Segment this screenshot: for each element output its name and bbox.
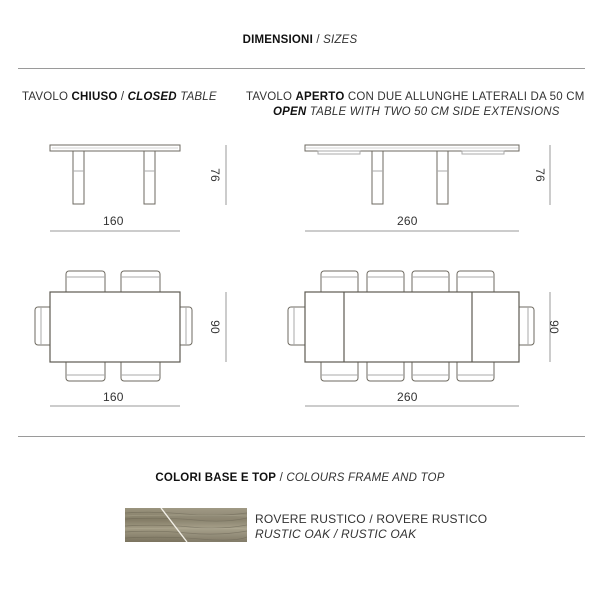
closed-caption-italic: TABLE [176,91,217,103]
colors-title-bold: COLORI BASE E TOP [155,472,277,484]
closed-length-label: 160 [103,214,124,228]
rustic-oak-swatch [125,508,247,542]
open-side-view [305,145,519,204]
open-width-label: 90 [546,320,561,334]
closed-height-label: 76 [207,168,222,182]
title-bold: DIMENSIONI [242,34,313,46]
open-caption-italic: TABLE WITH TWO 50 CM SIDE EXTENSIONS [306,106,560,118]
colors-title-italic: COLOURS FRAME AND TOP [286,472,445,484]
open-caption-bold: APERTO [295,91,345,103]
closed-side-view [50,145,180,204]
open-length-label: 260 [397,214,418,228]
open-caption-rest: CON DUE ALLUNGHE LATERALI DA 50 CM [344,91,585,103]
title-italic: SIZES [323,34,358,46]
colors-title-sep: / [276,472,287,484]
open-caption-prefix: TAVOLO [246,91,296,103]
finish-name-en: RUSTIC OAK / RUSTIC OAK [255,527,417,541]
open-top-length-label: 260 [397,390,418,404]
open-caption-bold-italic: OPEN [273,106,307,118]
closed-caption-bold: CHIUSO [71,91,118,103]
closed-caption-prefix: TAVOLO [22,91,72,103]
wood-texture [125,508,247,542]
title-sep: / [312,34,324,46]
closed-top-view [35,271,192,381]
finish-name-it: ROVERE RUSTICO / ROVERE RUSTICO [255,512,488,526]
closed-top-length-label: 160 [103,390,124,404]
colors-title [0,472,600,484]
closed-caption-bold-italic: CLOSED [127,91,177,103]
closed-caption-sep: / [117,91,128,103]
open-top-view [288,271,534,381]
closed-width-label: 90 [207,320,222,334]
open-height-label: 76 [532,168,547,182]
bottom-divider [18,436,585,437]
